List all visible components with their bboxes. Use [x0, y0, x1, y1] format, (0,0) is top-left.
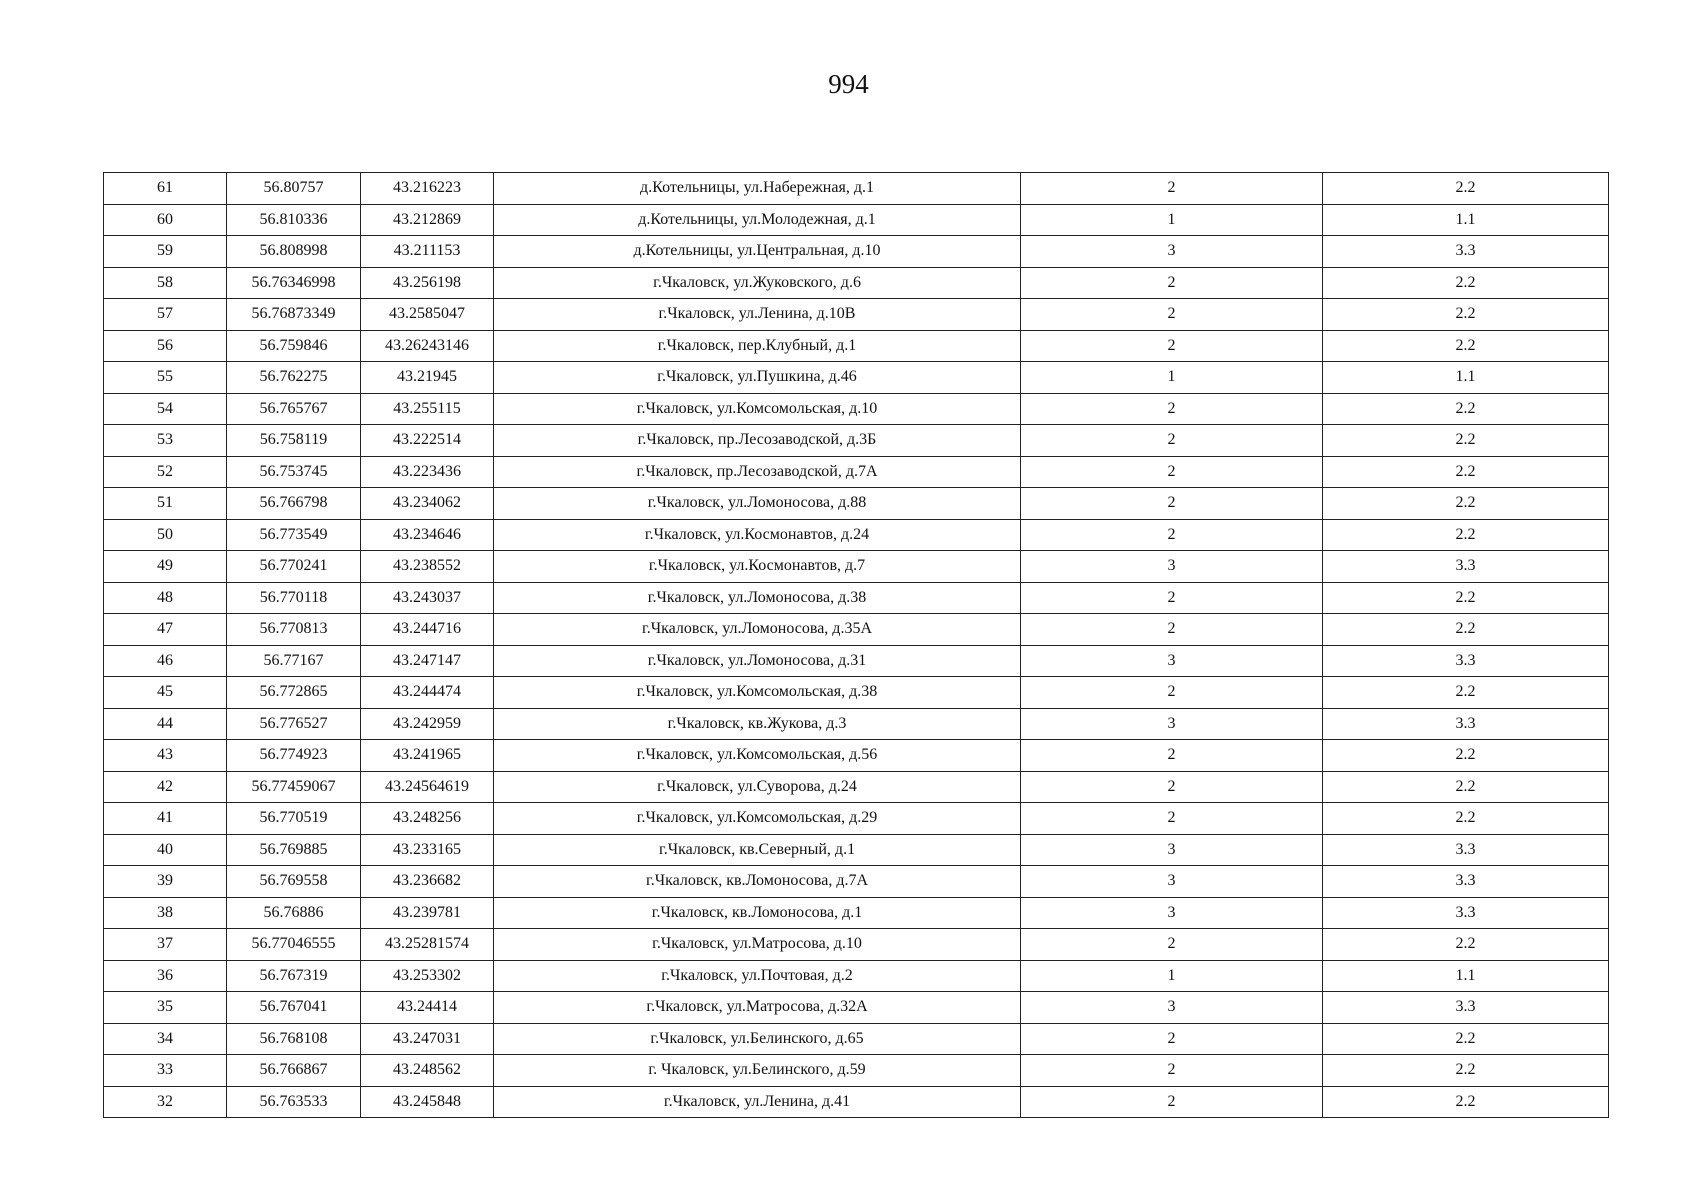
- address-cell: г.Чкаловск, ул.Жуковского, д.6: [494, 267, 1021, 299]
- address-cell: г.Чкаловск, ул.Ленина, д.41: [494, 1086, 1021, 1118]
- page-number: 994: [828, 69, 869, 99]
- latitude-cell: 56.770519: [227, 803, 361, 835]
- row-number-cell: 56: [104, 330, 227, 362]
- count-cell: 2: [1021, 582, 1323, 614]
- latitude-cell: 56.762275: [227, 362, 361, 394]
- row-number-cell: 37: [104, 929, 227, 961]
- count-cell: 2: [1021, 614, 1323, 646]
- value-cell: 3.3: [1323, 897, 1609, 929]
- address-cell: г.Чкаловск, ул.Ломоносова, д.88: [494, 488, 1021, 520]
- value-cell: 3.3: [1323, 645, 1609, 677]
- address-cell: г.Чкаловск, пер.Клубный, д.1: [494, 330, 1021, 362]
- count-cell: 3: [1021, 897, 1323, 929]
- count-cell: 1: [1021, 960, 1323, 992]
- count-cell: 3: [1021, 866, 1323, 898]
- value-cell: 2.2: [1323, 1055, 1609, 1087]
- value-cell: 2.2: [1323, 456, 1609, 488]
- count-cell: 2: [1021, 330, 1323, 362]
- longitude-cell: 43.241965: [361, 740, 494, 772]
- latitude-cell: 56.753745: [227, 456, 361, 488]
- address-cell: г.Чкаловск, ул.Матросова, д.32А: [494, 992, 1021, 1024]
- table-row: [104, 645, 1609, 677]
- count-cell: 2: [1021, 425, 1323, 457]
- value-cell: 2.2: [1323, 330, 1609, 362]
- table-row: [104, 834, 1609, 866]
- count-cell: 3: [1021, 708, 1323, 740]
- longitude-cell: 43.239781: [361, 897, 494, 929]
- longitude-cell: 43.255115: [361, 393, 494, 425]
- latitude-cell: 56.769558: [227, 866, 361, 898]
- count-cell: 2: [1021, 267, 1323, 299]
- table-row: [104, 897, 1609, 929]
- count-cell: 3: [1021, 236, 1323, 268]
- latitude-cell: 56.766867: [227, 1055, 361, 1087]
- latitude-cell: 56.770118: [227, 582, 361, 614]
- address-cell: г.Чкаловск, кв.Жукова, д.3: [494, 708, 1021, 740]
- value-cell: 2.2: [1323, 173, 1609, 205]
- value-cell: 1.1: [1323, 204, 1609, 236]
- table-row: [104, 803, 1609, 835]
- count-cell: 2: [1021, 771, 1323, 803]
- value-cell: 2.2: [1323, 488, 1609, 520]
- count-cell: 2: [1021, 173, 1323, 205]
- row-number-cell: 34: [104, 1023, 227, 1055]
- value-cell: 3.3: [1323, 236, 1609, 268]
- row-number-cell: 33: [104, 1055, 227, 1087]
- latitude-cell: 56.76886: [227, 897, 361, 929]
- count-cell: 2: [1021, 299, 1323, 331]
- longitude-cell: 43.212869: [361, 204, 494, 236]
- row-number-cell: 48: [104, 582, 227, 614]
- table-row: [104, 330, 1609, 362]
- table-row: [104, 929, 1609, 961]
- longitude-cell: 43.248256: [361, 803, 494, 835]
- longitude-cell: 43.245848: [361, 1086, 494, 1118]
- latitude-cell: 56.763533: [227, 1086, 361, 1118]
- count-cell: 2: [1021, 1086, 1323, 1118]
- longitude-cell: 43.234062: [361, 488, 494, 520]
- table-row: [104, 362, 1609, 394]
- row-number-cell: 54: [104, 393, 227, 425]
- value-cell: 2.2: [1323, 519, 1609, 551]
- longitude-cell: 43.21945: [361, 362, 494, 394]
- longitude-cell: 43.244474: [361, 677, 494, 709]
- row-number-cell: 41: [104, 803, 227, 835]
- row-number-cell: 61: [104, 173, 227, 205]
- row-number-cell: 51: [104, 488, 227, 520]
- table-row: [104, 740, 1609, 772]
- address-cell: г.Чкаловск, ул.Комсомольская, д.38: [494, 677, 1021, 709]
- longitude-cell: 43.24414: [361, 992, 494, 1024]
- row-number-cell: 57: [104, 299, 227, 331]
- value-cell: 2.2: [1323, 267, 1609, 299]
- value-cell: 2.2: [1323, 803, 1609, 835]
- count-cell: 2: [1021, 677, 1323, 709]
- value-cell: 2.2: [1323, 677, 1609, 709]
- value-cell: 1.1: [1323, 362, 1609, 394]
- value-cell: 2.2: [1323, 1086, 1609, 1118]
- latitude-cell: 56.76873349: [227, 299, 361, 331]
- row-number-cell: 55: [104, 362, 227, 394]
- address-cell: г.Чкаловск, пр.Лесозаводской, д.3Б: [494, 425, 1021, 457]
- longitude-cell: 43.222514: [361, 425, 494, 457]
- latitude-cell: 56.810336: [227, 204, 361, 236]
- table-row: [104, 173, 1609, 205]
- count-cell: 3: [1021, 645, 1323, 677]
- value-cell: 2.2: [1323, 425, 1609, 457]
- table-row: [104, 960, 1609, 992]
- count-cell: 3: [1021, 834, 1323, 866]
- table-row: [104, 582, 1609, 614]
- value-cell: 2.2: [1323, 771, 1609, 803]
- address-cell: д.Котельницы, ул.Молодежная, д.1: [494, 204, 1021, 236]
- latitude-cell: 56.77459067: [227, 771, 361, 803]
- row-number-cell: 45: [104, 677, 227, 709]
- value-cell: 2.2: [1323, 929, 1609, 961]
- row-number-cell: 46: [104, 645, 227, 677]
- value-cell: 2.2: [1323, 1023, 1609, 1055]
- address-cell: г.Чкаловск, кв.Северный, д.1: [494, 834, 1021, 866]
- count-cell: 2: [1021, 929, 1323, 961]
- table-row: [104, 1023, 1609, 1055]
- latitude-cell: 56.770241: [227, 551, 361, 583]
- row-number-cell: 50: [104, 519, 227, 551]
- address-cell: г. Чкаловск, ул.Белинского, д.59: [494, 1055, 1021, 1087]
- table-row: [104, 1086, 1609, 1118]
- address-cell: г.Чкаловск, пр.Лесозаводской, д.7А: [494, 456, 1021, 488]
- count-cell: 2: [1021, 1055, 1323, 1087]
- count-cell: 3: [1021, 992, 1323, 1024]
- row-number-cell: 38: [104, 897, 227, 929]
- longitude-cell: 43.243037: [361, 582, 494, 614]
- row-number-cell: 60: [104, 204, 227, 236]
- address-cell: г.Чкаловск, ул.Суворова, д.24: [494, 771, 1021, 803]
- address-cell: д.Котельницы, ул.Центральная, д.10: [494, 236, 1021, 268]
- longitude-cell: 43.211153: [361, 236, 494, 268]
- longitude-cell: 43.236682: [361, 866, 494, 898]
- row-number-cell: 49: [104, 551, 227, 583]
- longitude-cell: 43.26243146: [361, 330, 494, 362]
- value-cell: 1.1: [1323, 960, 1609, 992]
- address-cell: г.Чкаловск, ул.Почтовая, д.2: [494, 960, 1021, 992]
- address-cell: г.Чкаловск, ул.Космонавтов, д.7: [494, 551, 1021, 583]
- table-row: [104, 519, 1609, 551]
- value-cell: 2.2: [1323, 614, 1609, 646]
- count-cell: 2: [1021, 740, 1323, 772]
- table-row: [104, 708, 1609, 740]
- table-row: [104, 1055, 1609, 1087]
- row-number-cell: 39: [104, 866, 227, 898]
- count-cell: 2: [1021, 1023, 1323, 1055]
- value-cell: 2.2: [1323, 299, 1609, 331]
- longitude-cell: 43.242959: [361, 708, 494, 740]
- longitude-cell: 43.234646: [361, 519, 494, 551]
- address-cell: г.Чкаловск, ул.Ломоносова, д.31: [494, 645, 1021, 677]
- address-cell: г.Чкаловск, ул.Матросова, д.10: [494, 929, 1021, 961]
- latitude-cell: 56.767041: [227, 992, 361, 1024]
- row-number-cell: 36: [104, 960, 227, 992]
- count-cell: 2: [1021, 456, 1323, 488]
- table-body: [104, 173, 1609, 1118]
- address-cell: г.Чкаловск, ул.Комсомольская, д.29: [494, 803, 1021, 835]
- address-cell: г.Чкаловск, кв.Ломоносова, д.7А: [494, 866, 1021, 898]
- address-cell: г.Чкаловск, ул.Комсомольская, д.56: [494, 740, 1021, 772]
- address-cell: д.Котельницы, ул.Набережная, д.1: [494, 173, 1021, 205]
- table-row: [104, 614, 1609, 646]
- longitude-cell: 43.223436: [361, 456, 494, 488]
- row-number-cell: 32: [104, 1086, 227, 1118]
- count-cell: 2: [1021, 488, 1323, 520]
- latitude-cell: 56.772865: [227, 677, 361, 709]
- value-cell: 2.2: [1323, 582, 1609, 614]
- address-cell: г.Чкаловск, ул.Ломоносова, д.35А: [494, 614, 1021, 646]
- value-cell: 3.3: [1323, 866, 1609, 898]
- latitude-cell: 56.776527: [227, 708, 361, 740]
- latitude-cell: 56.77046555: [227, 929, 361, 961]
- latitude-cell: 56.76346998: [227, 267, 361, 299]
- value-cell: 3.3: [1323, 992, 1609, 1024]
- row-number-cell: 43: [104, 740, 227, 772]
- table-row: [104, 771, 1609, 803]
- latitude-cell: 56.77167: [227, 645, 361, 677]
- longitude-cell: 43.253302: [361, 960, 494, 992]
- row-number-cell: 42: [104, 771, 227, 803]
- address-cell: г.Чкаловск, ул.Белинского, д.65: [494, 1023, 1021, 1055]
- latitude-cell: 56.765767: [227, 393, 361, 425]
- latitude-cell: 56.808998: [227, 236, 361, 268]
- row-number-cell: 44: [104, 708, 227, 740]
- latitude-cell: 56.770813: [227, 614, 361, 646]
- table-row: [104, 456, 1609, 488]
- count-cell: 1: [1021, 362, 1323, 394]
- count-cell: 2: [1021, 393, 1323, 425]
- latitude-cell: 56.774923: [227, 740, 361, 772]
- row-number-cell: 59: [104, 236, 227, 268]
- latitude-cell: 56.769885: [227, 834, 361, 866]
- count-cell: 3: [1021, 551, 1323, 583]
- table-row: [104, 425, 1609, 457]
- longitude-cell: 43.244716: [361, 614, 494, 646]
- latitude-cell: 56.80757: [227, 173, 361, 205]
- table-row: [104, 204, 1609, 236]
- longitude-cell: 43.2585047: [361, 299, 494, 331]
- longitude-cell: 43.247147: [361, 645, 494, 677]
- address-cell: г.Чкаловск, ул.Ленина, д.10В: [494, 299, 1021, 331]
- longitude-cell: 43.256198: [361, 267, 494, 299]
- longitude-cell: 43.25281574: [361, 929, 494, 961]
- table-row: [104, 236, 1609, 268]
- address-cell: г.Чкаловск, ул.Комсомольская, д.10: [494, 393, 1021, 425]
- table-row: [104, 299, 1609, 331]
- address-cell: г.Чкаловск, ул.Космонавтов, д.24: [494, 519, 1021, 551]
- row-number-cell: 47: [104, 614, 227, 646]
- address-cell: г.Чкаловск, ул.Ломоносова, д.38: [494, 582, 1021, 614]
- longitude-cell: 43.247031: [361, 1023, 494, 1055]
- address-cell: г.Чкаловск, кв.Ломоносова, д.1: [494, 897, 1021, 929]
- longitude-cell: 43.248562: [361, 1055, 494, 1087]
- table-row: [104, 551, 1609, 583]
- row-number-cell: 40: [104, 834, 227, 866]
- value-cell: 2.2: [1323, 740, 1609, 772]
- row-number-cell: 53: [104, 425, 227, 457]
- table-row: [104, 677, 1609, 709]
- latitude-cell: 56.759846: [227, 330, 361, 362]
- count-cell: 2: [1021, 803, 1323, 835]
- row-number-cell: 52: [104, 456, 227, 488]
- latitude-cell: 56.766798: [227, 488, 361, 520]
- table-row: [104, 488, 1609, 520]
- address-cell: г.Чкаловск, ул.Пушкина, д.46: [494, 362, 1021, 394]
- table-row: [104, 267, 1609, 299]
- value-cell: 2.2: [1323, 393, 1609, 425]
- latitude-cell: 56.758119: [227, 425, 361, 457]
- longitude-cell: 43.24564619: [361, 771, 494, 803]
- table-row: [104, 393, 1609, 425]
- value-cell: 3.3: [1323, 708, 1609, 740]
- count-cell: 1: [1021, 204, 1323, 236]
- latitude-cell: 56.768108: [227, 1023, 361, 1055]
- longitude-cell: 43.233165: [361, 834, 494, 866]
- row-number-cell: 35: [104, 992, 227, 1024]
- longitude-cell: 43.238552: [361, 551, 494, 583]
- row-number-cell: 58: [104, 267, 227, 299]
- count-cell: 2: [1021, 519, 1323, 551]
- data-table: [103, 172, 1609, 1118]
- value-cell: 3.3: [1323, 834, 1609, 866]
- value-cell: 3.3: [1323, 551, 1609, 583]
- table-row: [104, 866, 1609, 898]
- table-row: [104, 992, 1609, 1024]
- latitude-cell: 56.767319: [227, 960, 361, 992]
- latitude-cell: 56.773549: [227, 519, 361, 551]
- longitude-cell: 43.216223: [361, 173, 494, 205]
